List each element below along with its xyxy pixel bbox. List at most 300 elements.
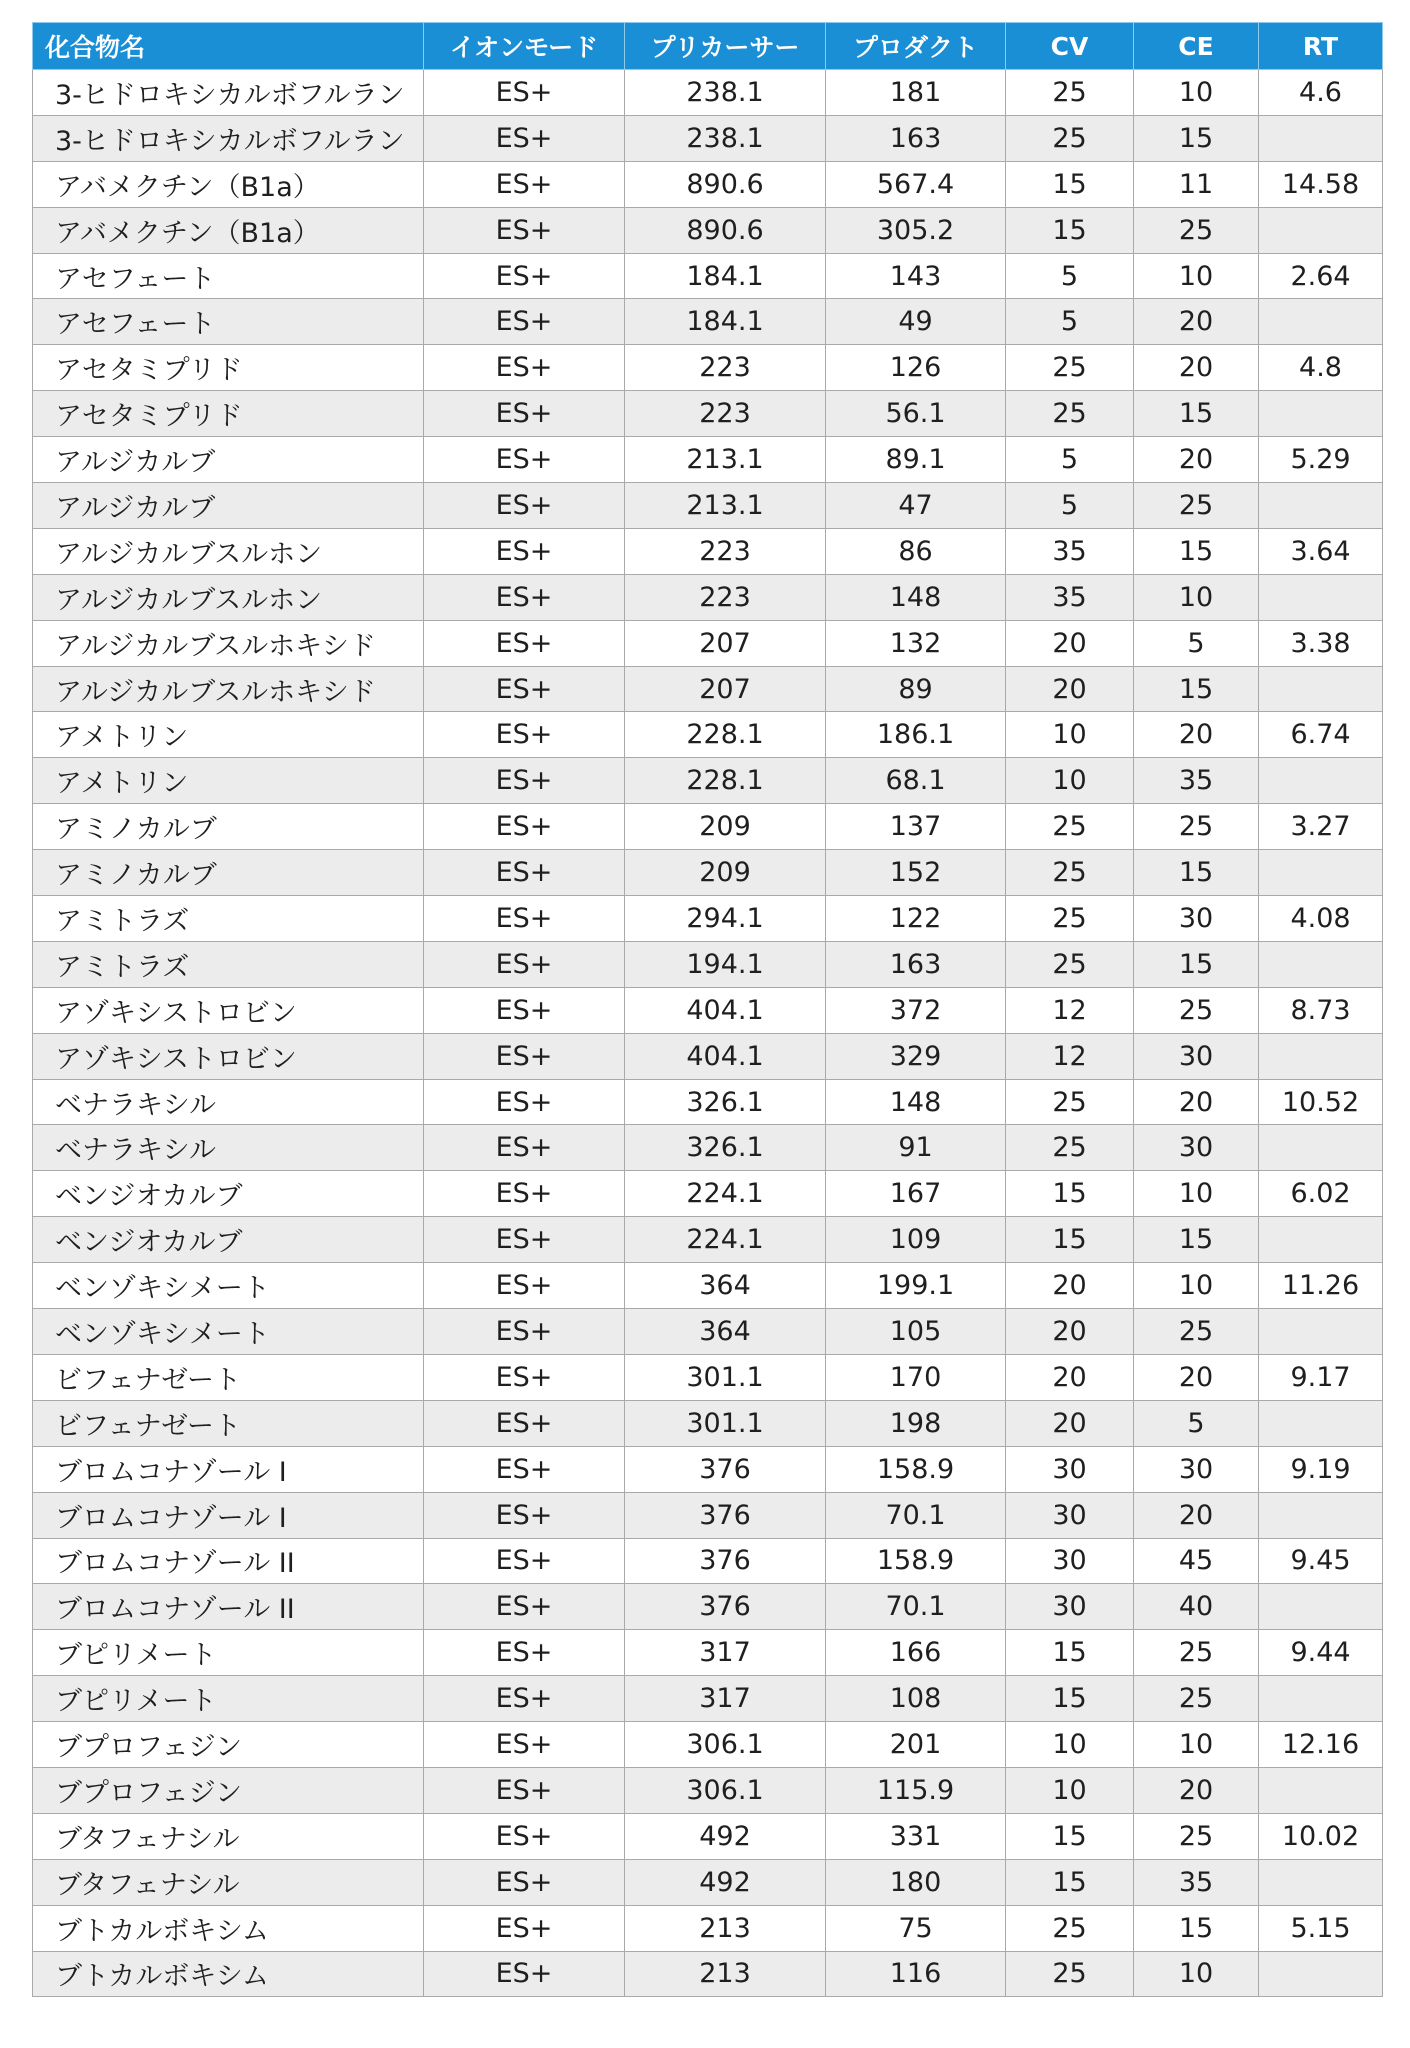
cell-ce: 35	[1134, 758, 1259, 804]
table-row	[33, 1951, 1383, 1997]
table-row	[33, 804, 1383, 850]
cell-ce: 20	[1134, 1079, 1259, 1125]
cell-compound-name: アゾキシストロビン	[33, 1033, 424, 1079]
cell-compound-name: ベンゾキシメート	[33, 1309, 424, 1355]
cell-product: 167	[826, 1171, 1006, 1217]
cell-cv: 10	[1006, 1767, 1134, 1813]
cell-product: 68.1	[826, 758, 1006, 804]
cell-compound-name: ブプロフェジン	[33, 1722, 424, 1768]
cell-product: 89	[826, 666, 1006, 712]
cell-precursor: 213	[625, 1951, 826, 1997]
cell-product: 89.1	[826, 437, 1006, 483]
cell-precursor: 213	[625, 1905, 826, 1951]
cell-rt	[1259, 850, 1383, 896]
table-header	[33, 23, 1383, 70]
cell-ion-mode: ES+	[424, 345, 625, 391]
cell-cv: 15	[1006, 161, 1134, 207]
cell-ion-mode: ES+	[424, 666, 625, 712]
cell-ce: 15	[1134, 528, 1259, 574]
cell-product: 70.1	[826, 1584, 1006, 1630]
table-row	[33, 896, 1383, 942]
cell-rt: 4.08	[1259, 896, 1383, 942]
cell-precursor: 376	[625, 1538, 826, 1584]
cell-cv: 20	[1006, 1400, 1134, 1446]
cell-product: 372	[826, 987, 1006, 1033]
cell-cv: 20	[1006, 620, 1134, 666]
cell-rt: 12.16	[1259, 1722, 1383, 1768]
cell-product: 115.9	[826, 1767, 1006, 1813]
cell-compound-name: アセタミプリド	[33, 345, 424, 391]
header-cv: CV	[1006, 23, 1134, 70]
cell-product: 170	[826, 1354, 1006, 1400]
cell-rt: 11.26	[1259, 1263, 1383, 1309]
cell-precursor: 223	[625, 345, 826, 391]
cell-cv: 20	[1006, 1309, 1134, 1355]
cell-product: 47	[826, 483, 1006, 529]
header-rt: RT	[1259, 23, 1383, 70]
cell-ion-mode: ES+	[424, 1630, 625, 1676]
cell-rt: 9.44	[1259, 1630, 1383, 1676]
cell-cv: 12	[1006, 987, 1134, 1033]
cell-compound-name: 3-ヒドロキシカルボフルラン	[33, 115, 424, 161]
cell-ion-mode: ES+	[424, 115, 625, 161]
cell-precursor: 228.1	[625, 712, 826, 758]
table-row	[33, 758, 1383, 804]
cell-ion-mode: ES+	[424, 1538, 625, 1584]
cell-cv: 15	[1006, 1217, 1134, 1263]
cell-cv: 30	[1006, 1584, 1134, 1630]
cell-rt	[1259, 115, 1383, 161]
cell-product: 148	[826, 574, 1006, 620]
cell-precursor: 326.1	[625, 1079, 826, 1125]
table-row	[33, 1584, 1383, 1630]
cell-rt	[1259, 1217, 1383, 1263]
cell-cv: 5	[1006, 483, 1134, 529]
cell-cv: 25	[1006, 391, 1134, 437]
cell-ce: 15	[1134, 850, 1259, 896]
cell-ce: 30	[1134, 1446, 1259, 1492]
cell-precursor: 184.1	[625, 299, 826, 345]
cell-precursor: 223	[625, 391, 826, 437]
cell-product: 198	[826, 1400, 1006, 1446]
cell-cv: 5	[1006, 437, 1134, 483]
cell-ion-mode: ES+	[424, 1125, 625, 1171]
cell-precursor: 209	[625, 850, 826, 896]
table-row	[33, 1309, 1383, 1355]
cell-precursor: 238.1	[625, 70, 826, 116]
cell-ion-mode: ES+	[424, 896, 625, 942]
cell-precursor: 317	[625, 1676, 826, 1722]
cell-compound-name: ブロムコナゾール I	[33, 1446, 424, 1492]
cell-rt: 9.19	[1259, 1446, 1383, 1492]
cell-cv: 25	[1006, 850, 1134, 896]
cell-product: 186.1	[826, 712, 1006, 758]
cell-ce: 10	[1134, 253, 1259, 299]
cell-compound-name: ブピリメート	[33, 1676, 424, 1722]
cell-ce: 25	[1134, 1309, 1259, 1355]
cell-product: 158.9	[826, 1538, 1006, 1584]
cell-ce: 30	[1134, 1033, 1259, 1079]
cell-cv: 10	[1006, 1722, 1134, 1768]
cell-precursor: 213.1	[625, 483, 826, 529]
table-row	[33, 391, 1383, 437]
cell-ion-mode: ES+	[424, 1217, 625, 1263]
cell-ce: 20	[1134, 1354, 1259, 1400]
cell-rt	[1259, 666, 1383, 712]
cell-precursor: 223	[625, 528, 826, 574]
cell-ce: 10	[1134, 1263, 1259, 1309]
compound-table	[32, 22, 1383, 1997]
cell-cv: 25	[1006, 1905, 1134, 1951]
cell-product: 126	[826, 345, 1006, 391]
table-row	[33, 1630, 1383, 1676]
header-precursor: プリカーサー	[625, 23, 826, 70]
cell-cv: 25	[1006, 804, 1134, 850]
cell-precursor: 207	[625, 666, 826, 712]
cell-cv: 30	[1006, 1538, 1134, 1584]
cell-ce: 11	[1134, 161, 1259, 207]
cell-compound-name: ビフェナゼート	[33, 1354, 424, 1400]
cell-cv: 15	[1006, 1171, 1134, 1217]
cell-rt: 5.29	[1259, 437, 1383, 483]
table-row	[33, 207, 1383, 253]
cell-ion-mode: ES+	[424, 1033, 625, 1079]
cell-ion-mode: ES+	[424, 1951, 625, 1997]
cell-ce: 25	[1134, 804, 1259, 850]
cell-cv: 15	[1006, 1676, 1134, 1722]
cell-ion-mode: ES+	[424, 528, 625, 574]
cell-product: 329	[826, 1033, 1006, 1079]
cell-compound-name: ビフェナゼート	[33, 1400, 424, 1446]
cell-rt	[1259, 391, 1383, 437]
cell-precursor: 890.6	[625, 161, 826, 207]
cell-precursor: 376	[625, 1492, 826, 1538]
cell-precursor: 404.1	[625, 1033, 826, 1079]
table-row	[33, 850, 1383, 896]
cell-product: 137	[826, 804, 1006, 850]
table-row	[33, 70, 1383, 116]
cell-ce: 15	[1134, 115, 1259, 161]
cell-ce: 20	[1134, 437, 1259, 483]
cell-ion-mode: ES+	[424, 941, 625, 987]
cell-ce: 15	[1134, 941, 1259, 987]
cell-product: 567.4	[826, 161, 1006, 207]
table-row	[33, 1033, 1383, 1079]
cell-product: 166	[826, 1630, 1006, 1676]
cell-rt	[1259, 1309, 1383, 1355]
table-row	[33, 437, 1383, 483]
cell-ion-mode: ES+	[424, 1813, 625, 1859]
cell-product: 75	[826, 1905, 1006, 1951]
cell-rt	[1259, 483, 1383, 529]
cell-rt: 4.6	[1259, 70, 1383, 116]
cell-compound-name: アメトリン	[33, 758, 424, 804]
cell-cv: 25	[1006, 345, 1134, 391]
cell-cv: 12	[1006, 1033, 1134, 1079]
cell-product: 70.1	[826, 1492, 1006, 1538]
cell-rt: 10.02	[1259, 1813, 1383, 1859]
cell-product: 181	[826, 70, 1006, 116]
cell-ce: 15	[1134, 666, 1259, 712]
header-row	[33, 23, 1383, 70]
cell-product: 86	[826, 528, 1006, 574]
cell-rt	[1259, 574, 1383, 620]
cell-rt	[1259, 1125, 1383, 1171]
cell-ion-mode: ES+	[424, 1859, 625, 1905]
cell-product: 180	[826, 1859, 1006, 1905]
cell-compound-name: ブピリメート	[33, 1630, 424, 1676]
cell-precursor: 228.1	[625, 758, 826, 804]
cell-product: 148	[826, 1079, 1006, 1125]
cell-compound-name: ブタフェナシル	[33, 1813, 424, 1859]
table-row	[33, 712, 1383, 758]
header-ion-mode: イオンモード	[424, 23, 625, 70]
cell-ion-mode: ES+	[424, 1492, 625, 1538]
table-row	[33, 1538, 1383, 1584]
cell-rt: 6.02	[1259, 1171, 1383, 1217]
cell-ion-mode: ES+	[424, 1400, 625, 1446]
cell-product: 163	[826, 115, 1006, 161]
cell-compound-name: アセフェート	[33, 299, 424, 345]
cell-compound-name: アルジカルブ	[33, 437, 424, 483]
cell-precursor: 306.1	[625, 1767, 826, 1813]
cell-ce: 40	[1134, 1584, 1259, 1630]
cell-product: 116	[826, 1951, 1006, 1997]
cell-ce: 25	[1134, 1630, 1259, 1676]
cell-rt	[1259, 1400, 1383, 1446]
cell-product: 201	[826, 1722, 1006, 1768]
cell-ion-mode: ES+	[424, 1079, 625, 1125]
cell-precursor: 224.1	[625, 1171, 826, 1217]
cell-precursor: 376	[625, 1446, 826, 1492]
cell-ce: 20	[1134, 299, 1259, 345]
cell-product: 56.1	[826, 391, 1006, 437]
cell-rt: 3.64	[1259, 528, 1383, 574]
cell-ion-mode: ES+	[424, 437, 625, 483]
cell-ion-mode: ES+	[424, 483, 625, 529]
cell-ion-mode: ES+	[424, 1584, 625, 1630]
cell-ion-mode: ES+	[424, 1354, 625, 1400]
table-row	[33, 161, 1383, 207]
cell-precursor: 209	[625, 804, 826, 850]
cell-rt: 3.27	[1259, 804, 1383, 850]
cell-ion-mode: ES+	[424, 1171, 625, 1217]
cell-cv: 25	[1006, 941, 1134, 987]
cell-ion-mode: ES+	[424, 574, 625, 620]
cell-precursor: 194.1	[625, 941, 826, 987]
cell-rt: 3.38	[1259, 620, 1383, 666]
cell-ion-mode: ES+	[424, 1767, 625, 1813]
cell-cv: 25	[1006, 70, 1134, 116]
cell-ce: 35	[1134, 1859, 1259, 1905]
cell-cv: 10	[1006, 712, 1134, 758]
cell-rt: 9.45	[1259, 1538, 1383, 1584]
cell-precursor: 301.1	[625, 1354, 826, 1400]
cell-product: 108	[826, 1676, 1006, 1722]
cell-compound-name: アルジカルブスルホン	[33, 528, 424, 574]
cell-precursor: 207	[625, 620, 826, 666]
cell-ion-mode: ES+	[424, 850, 625, 896]
table-row	[33, 483, 1383, 529]
cell-ion-mode: ES+	[424, 1676, 625, 1722]
cell-product: 158.9	[826, 1446, 1006, 1492]
cell-precursor: 492	[625, 1859, 826, 1905]
cell-compound-name: アゾキシストロビン	[33, 987, 424, 1033]
cell-rt	[1259, 1676, 1383, 1722]
cell-ce: 20	[1134, 1767, 1259, 1813]
cell-cv: 35	[1006, 528, 1134, 574]
cell-ce: 5	[1134, 1400, 1259, 1446]
cell-cv: 10	[1006, 758, 1134, 804]
cell-compound-name: アルジカルブスルホキシド	[33, 620, 424, 666]
cell-product: 163	[826, 941, 1006, 987]
cell-ion-mode: ES+	[424, 161, 625, 207]
cell-rt	[1259, 1492, 1383, 1538]
table-row	[33, 1354, 1383, 1400]
table-row	[33, 1767, 1383, 1813]
cell-ce: 15	[1134, 1217, 1259, 1263]
cell-cv: 25	[1006, 1079, 1134, 1125]
cell-precursor: 294.1	[625, 896, 826, 942]
table-row	[33, 1125, 1383, 1171]
cell-cv: 5	[1006, 253, 1134, 299]
cell-compound-name: アセフェート	[33, 253, 424, 299]
cell-compound-name: アバメクチン（B1a）	[33, 207, 424, 253]
cell-rt: 2.64	[1259, 253, 1383, 299]
table-row	[33, 1813, 1383, 1859]
cell-ion-mode: ES+	[424, 712, 625, 758]
table-row	[33, 1859, 1383, 1905]
cell-ce: 10	[1134, 574, 1259, 620]
cell-ce: 45	[1134, 1538, 1259, 1584]
cell-product: 152	[826, 850, 1006, 896]
cell-ce: 10	[1134, 70, 1259, 116]
cell-product: 105	[826, 1309, 1006, 1355]
cell-ce: 20	[1134, 712, 1259, 758]
cell-compound-name: ブロムコナゾール II	[33, 1538, 424, 1584]
cell-cv: 15	[1006, 1630, 1134, 1676]
cell-precursor: 301.1	[625, 1400, 826, 1446]
cell-ce: 10	[1134, 1722, 1259, 1768]
table-row	[33, 1217, 1383, 1263]
cell-ce: 20	[1134, 345, 1259, 391]
cell-cv: 15	[1006, 1859, 1134, 1905]
cell-rt	[1259, 758, 1383, 804]
cell-ion-mode: ES+	[424, 391, 625, 437]
cell-ce: 10	[1134, 1171, 1259, 1217]
cell-cv: 25	[1006, 1951, 1134, 1997]
cell-compound-name: ベンゾキシメート	[33, 1263, 424, 1309]
cell-compound-name: ブロムコナゾール II	[33, 1584, 424, 1630]
table-row	[33, 666, 1383, 712]
cell-ce: 25	[1134, 987, 1259, 1033]
cell-cv: 15	[1006, 207, 1134, 253]
cell-cv: 30	[1006, 1492, 1134, 1538]
cell-rt: 9.17	[1259, 1354, 1383, 1400]
cell-ce: 25	[1134, 207, 1259, 253]
table-row	[33, 299, 1383, 345]
cell-ion-mode: ES+	[424, 1446, 625, 1492]
cell-rt: 8.73	[1259, 987, 1383, 1033]
cell-ion-mode: ES+	[424, 758, 625, 804]
cell-ion-mode: ES+	[424, 1263, 625, 1309]
cell-ce: 10	[1134, 1951, 1259, 1997]
cell-rt	[1259, 207, 1383, 253]
cell-compound-name: ベナラキシル	[33, 1079, 424, 1125]
cell-rt: 14.58	[1259, 161, 1383, 207]
cell-ce: 20	[1134, 1492, 1259, 1538]
cell-ion-mode: ES+	[424, 1905, 625, 1951]
header-ce: CE	[1134, 23, 1259, 70]
cell-product: 49	[826, 299, 1006, 345]
cell-ion-mode: ES+	[424, 70, 625, 116]
header-product: プロダクト	[826, 23, 1006, 70]
cell-compound-name: ブトカルボキシム	[33, 1951, 424, 1997]
cell-ce: 30	[1134, 896, 1259, 942]
table-row	[33, 620, 1383, 666]
cell-ion-mode: ES+	[424, 299, 625, 345]
compound-table-container	[32, 22, 1382, 1997]
cell-cv: 35	[1006, 574, 1134, 620]
cell-compound-name: アルジカルブスルホキシド	[33, 666, 424, 712]
table-row	[33, 574, 1383, 620]
cell-compound-name: アミノカルブ	[33, 804, 424, 850]
cell-compound-name: アミノカルブ	[33, 850, 424, 896]
table-row	[33, 941, 1383, 987]
cell-precursor: 492	[625, 1813, 826, 1859]
cell-ce: 25	[1134, 1813, 1259, 1859]
table-row	[33, 1492, 1383, 1538]
table-row	[33, 1446, 1383, 1492]
table-row	[33, 1263, 1383, 1309]
cell-ce: 15	[1134, 391, 1259, 437]
cell-ion-mode: ES+	[424, 207, 625, 253]
table-row	[33, 253, 1383, 299]
cell-rt	[1259, 941, 1383, 987]
cell-product: 122	[826, 896, 1006, 942]
cell-cv: 15	[1006, 1813, 1134, 1859]
cell-ion-mode: ES+	[424, 253, 625, 299]
cell-rt	[1259, 299, 1383, 345]
cell-precursor: 184.1	[625, 253, 826, 299]
cell-ce: 5	[1134, 620, 1259, 666]
cell-precursor: 404.1	[625, 987, 826, 1033]
cell-compound-name: ベナラキシル	[33, 1125, 424, 1171]
cell-cv: 25	[1006, 896, 1134, 942]
cell-ion-mode: ES+	[424, 987, 625, 1033]
cell-precursor: 364	[625, 1263, 826, 1309]
cell-rt	[1259, 1859, 1383, 1905]
table-row	[33, 1079, 1383, 1125]
cell-product: 132	[826, 620, 1006, 666]
header-compound-name: 化合物名	[33, 23, 424, 70]
table-row	[33, 1171, 1383, 1217]
cell-ce: 15	[1134, 1905, 1259, 1951]
cell-product: 143	[826, 253, 1006, 299]
cell-rt: 4.8	[1259, 345, 1383, 391]
cell-compound-name: ブトカルボキシム	[33, 1905, 424, 1951]
table-row	[33, 1676, 1383, 1722]
cell-compound-name: アルジカルブ	[33, 483, 424, 529]
cell-product: 91	[826, 1125, 1006, 1171]
cell-compound-name: アミトラズ	[33, 941, 424, 987]
cell-compound-name: アバメクチン（B1a）	[33, 161, 424, 207]
cell-rt	[1259, 1767, 1383, 1813]
cell-ce: 30	[1134, 1125, 1259, 1171]
cell-precursor: 317	[625, 1630, 826, 1676]
cell-compound-name: 3-ヒドロキシカルボフルラン	[33, 70, 424, 116]
cell-ion-mode: ES+	[424, 1309, 625, 1355]
